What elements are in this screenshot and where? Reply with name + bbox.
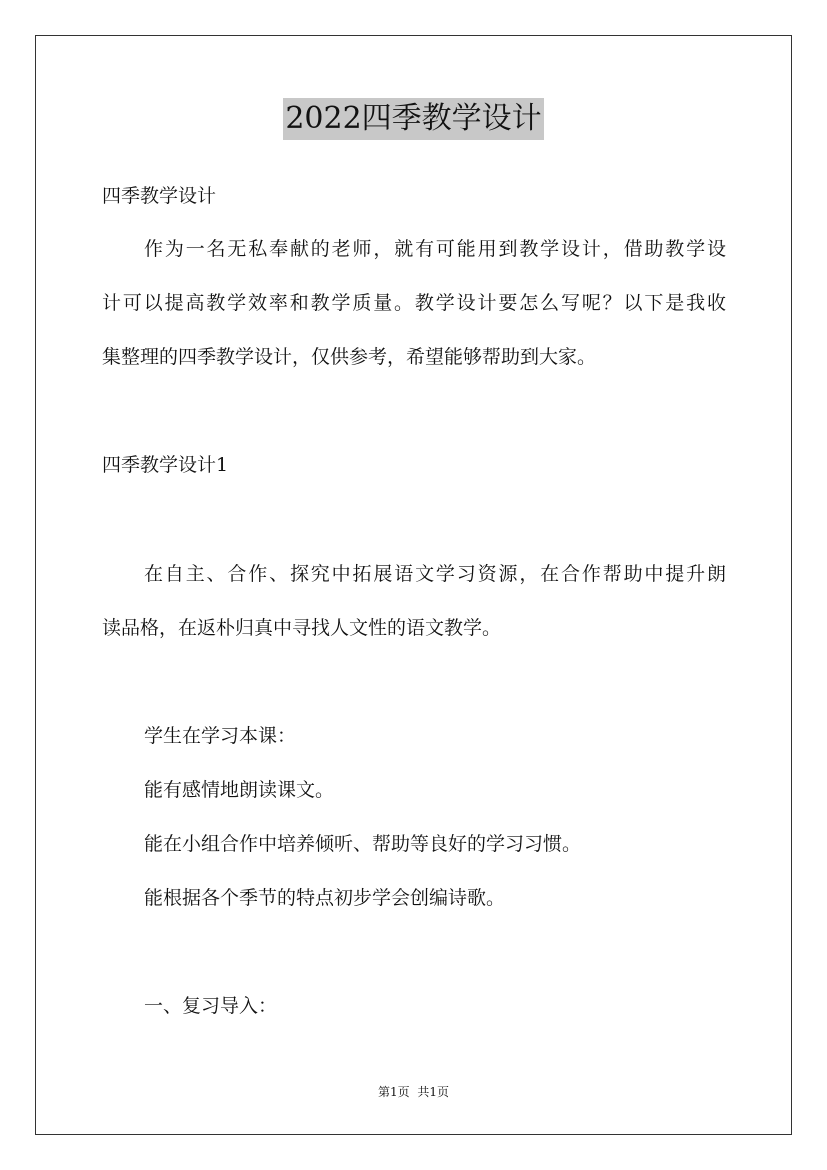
section-1-heading: 四季教学设计1 [102, 454, 229, 476]
page-footer [0, 1084, 827, 1100]
goals-heading: 学生在学习本课： [144, 725, 297, 747]
goal-item: 能在小组合作中培养倾听、帮助等良好的学习习惯。 [144, 833, 582, 855]
section-1-line-2: 读品格，在返朴归真中寻找人文性的语文教学。 [102, 617, 502, 639]
goal-item: 能根据各个季节的特点初步学会创编诗歌。 [144, 887, 506, 909]
goal-item: 能有感情地朗读课文。 [144, 779, 335, 801]
title-container [0, 98, 827, 140]
intro-line-1: 作为一名无私奉献的老师，就有可能用到教学设计，借助教学设 [144, 238, 726, 260]
intro-line-2: 计可以提高教学效率和教学质量。教学设计要怎么写呢？以下是我收 [102, 292, 726, 314]
page-number: 第1页 [377, 1085, 410, 1099]
step-1-heading: 一、复习导入： [144, 995, 278, 1017]
section-1-line-1: 在自主、合作、探究中拓展语文学习资源，在合作帮助中提升朗 [144, 563, 726, 585]
intro-line-3: 集整理的四季教学设计，仅供参考，希望能够帮助到大家。 [102, 346, 597, 368]
document-title: 2022四季教学设计 [283, 98, 543, 140]
total-pages: 共1页 [417, 1085, 450, 1099]
subheading: 四季教学设计 [102, 185, 217, 207]
